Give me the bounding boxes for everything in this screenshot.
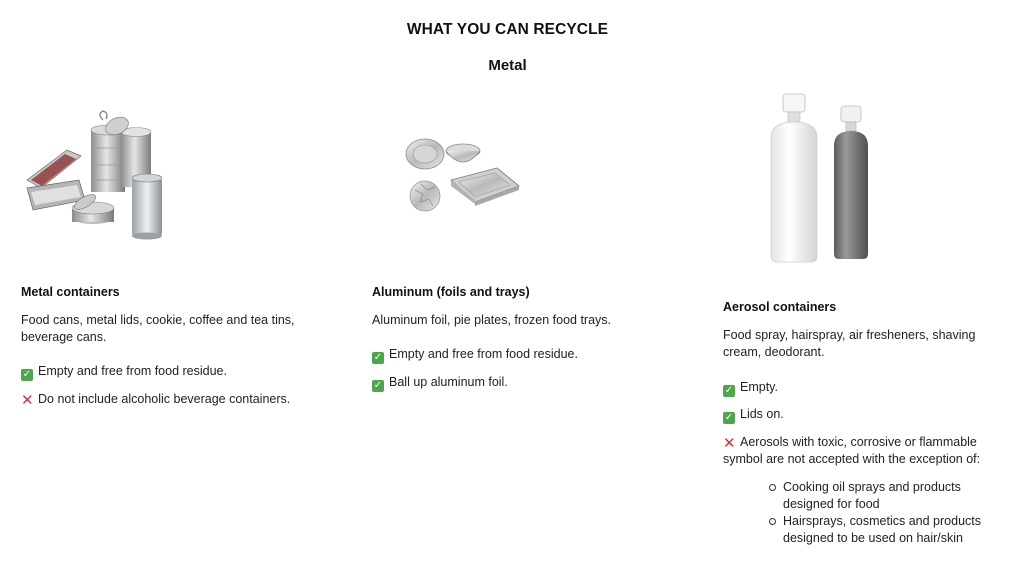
aluminum-foil-trays-photo bbox=[403, 134, 521, 218]
card-description: Food spray, hairspray, air fresheners, shaving cream, deodorant. bbox=[723, 328, 976, 359]
section-title: Metal bbox=[488, 57, 527, 74]
card-description: Aluminum foil, pie plates, frozen food trays. bbox=[372, 313, 612, 327]
cross-icon: ✕ bbox=[21, 392, 34, 409]
rule-text: Ball up aluminum foil. bbox=[389, 375, 508, 389]
rule-item bbox=[21, 391, 290, 408]
rule-item bbox=[21, 363, 227, 381]
rule-item bbox=[372, 346, 578, 364]
bullet-icon bbox=[769, 484, 776, 491]
exceptions-list bbox=[783, 479, 998, 547]
rule-item bbox=[723, 434, 1003, 468]
cross-icon: ✕ bbox=[723, 435, 736, 452]
page-title: WHAT YOU CAN RECYCLE bbox=[406, 21, 609, 38]
rule-text: Empty and free from food residue. bbox=[38, 364, 227, 378]
card-description: Food cans, metal lids, cookie, coffee and tea tins, beverage cans. bbox=[21, 313, 295, 344]
check-icon: ✓ bbox=[724, 412, 734, 423]
card-title: Aluminum (foils and trays) bbox=[372, 285, 530, 299]
rule-text: Empty and free from food residue. bbox=[389, 347, 578, 361]
exception-text: Hairsprays, cosmetics and products designed to be used on hair/skin bbox=[783, 514, 981, 545]
rule-item bbox=[723, 406, 784, 424]
rule-text: Lids on. bbox=[740, 407, 784, 421]
list-item bbox=[783, 479, 998, 513]
rule-text: Aerosols with toxic, corrosive or flammable symbol are not accepted with the exception of: bbox=[723, 435, 981, 466]
rule-text: Do not include alcoholic beverage containers. bbox=[38, 392, 291, 406]
check-icon: ✓ bbox=[373, 380, 383, 391]
aerosol-cans-photo bbox=[768, 92, 876, 264]
check-icon: ✓ bbox=[373, 352, 383, 363]
list-item bbox=[783, 513, 998, 547]
rule-item bbox=[723, 379, 778, 397]
check-icon: ✓ bbox=[22, 369, 32, 380]
exception-text: Cooking oil sprays and products designed for food bbox=[783, 480, 961, 511]
card-title: Metal containers bbox=[21, 285, 120, 299]
rule-item bbox=[372, 374, 508, 392]
rule-text: Empty. bbox=[740, 380, 778, 394]
check-icon: ✓ bbox=[724, 385, 734, 396]
card-title: Aerosol containers bbox=[723, 300, 837, 314]
bullet-icon bbox=[769, 518, 776, 525]
metal-cans-photo bbox=[25, 110, 167, 242]
